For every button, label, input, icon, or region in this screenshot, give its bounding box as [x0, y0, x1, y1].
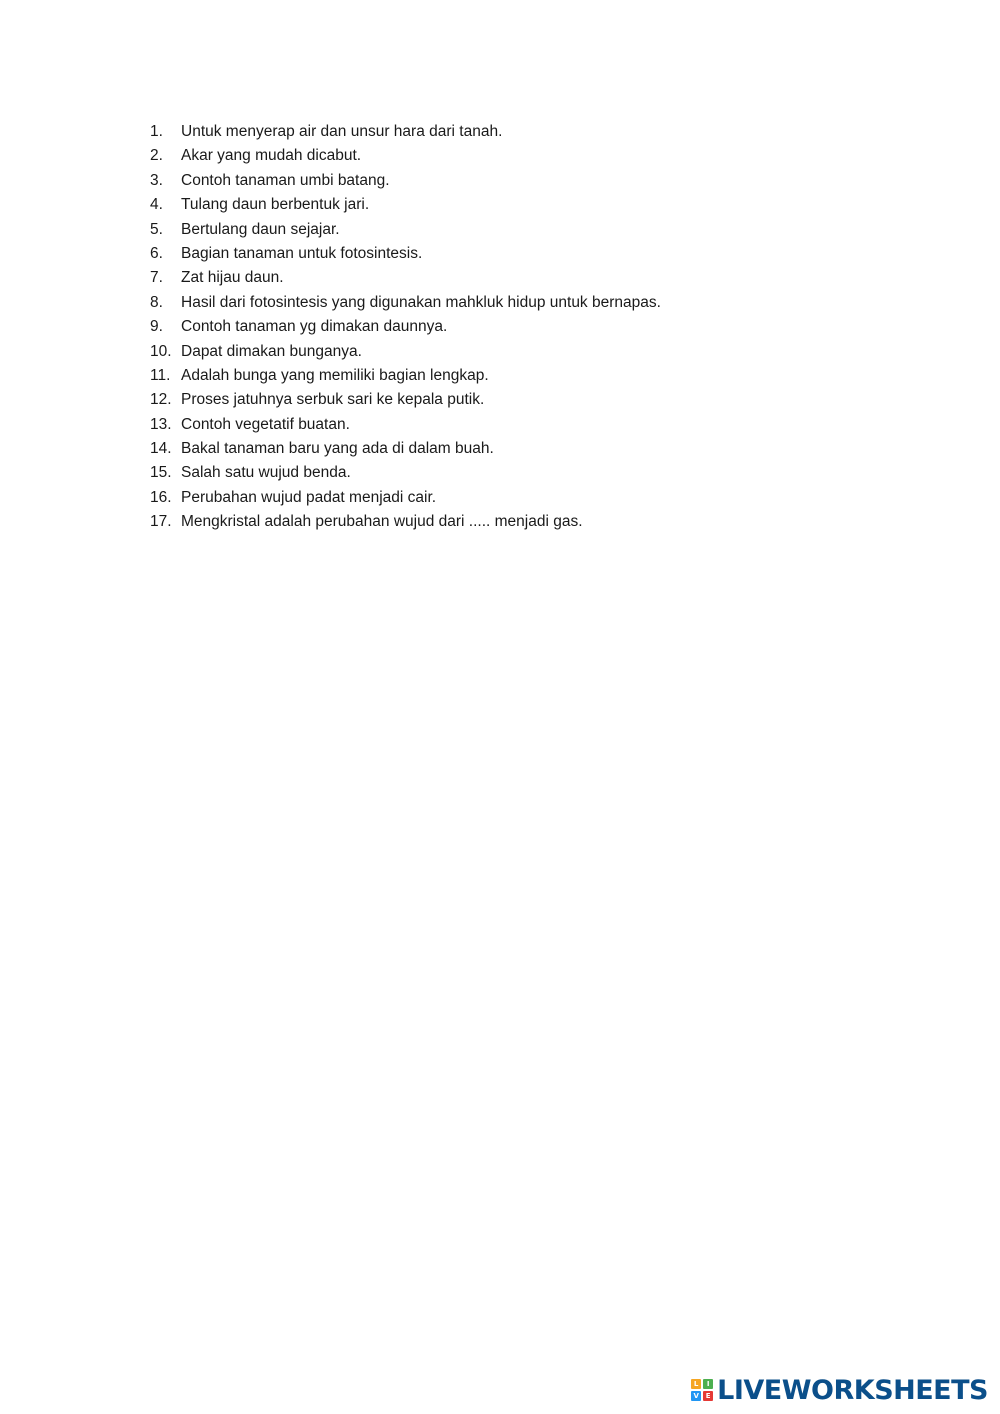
logo-cell-v: V [691, 1391, 701, 1401]
item-number: 17. [150, 513, 172, 531]
item-number: 4. [150, 196, 163, 214]
item-text: Proses jatuhnya serbuk sari ke kepala putik. [181, 391, 485, 409]
item-text: Untuk menyerap air dan unsur hara dari tanah. [181, 123, 503, 140]
item-text: Contoh tanaman umbi batang. [181, 171, 390, 189]
list-item [150, 315, 850, 339]
logo-cell-l: L [691, 1379, 701, 1389]
list-item [150, 364, 850, 388]
list-item [150, 413, 850, 437]
list-item [150, 486, 850, 510]
item-number: 8. [150, 293, 163, 311]
list-item [150, 340, 850, 364]
question-list [150, 120, 850, 535]
item-number: 12. [150, 391, 172, 409]
list-item [150, 461, 850, 485]
item-text: Bagian tanaman untuk fotosintesis. [181, 244, 423, 262]
item-text: Contoh vegetatif buatan. [181, 415, 350, 433]
list-item [150, 144, 850, 168]
list-item [150, 291, 850, 315]
list-item [150, 218, 850, 242]
item-text: Dapat dimakan bunganya. [181, 342, 362, 360]
list-item [150, 169, 850, 193]
item-number: 7. [150, 269, 163, 287]
liveworksheets-logo [691, 1374, 988, 1406]
item-text: Bertulang daun sejajar. [181, 220, 340, 238]
item-number: 1. [150, 123, 163, 140]
item-text: Bakal tanaman baru yang ada di dalam buah. [181, 440, 494, 458]
item-number: 10. [150, 342, 172, 360]
item-number: 9. [150, 318, 163, 336]
item-number: 5. [150, 220, 163, 238]
list-item [150, 242, 850, 266]
logo-cell-e: E [703, 1391, 713, 1401]
list-item [150, 437, 850, 461]
item-number: 14. [150, 440, 172, 458]
item-number: 6. [150, 244, 163, 262]
item-number: 11. [150, 366, 171, 384]
item-number: 2. [150, 147, 163, 165]
item-text: Mengkristal adalah perubahan wujud dari ..... menjadi gas. [181, 513, 583, 531]
item-text: Akar yang mudah dicabut. [181, 147, 362, 165]
item-number: 16. [150, 488, 172, 506]
item-text: Adalah bunga yang memiliki bagian lengkap. [181, 366, 489, 384]
item-text: Zat hijau daun. [181, 269, 284, 287]
item-text: Hasil dari fotosintesis yang digunakan mahkluk hidup untuk bernapas. [181, 293, 661, 311]
list-item [150, 510, 850, 534]
logo-cell-i: I [703, 1379, 713, 1389]
list-item [150, 193, 850, 217]
item-text: Contoh tanaman yg dimakan daunnya. [181, 318, 448, 336]
item-text: Perubahan wujud padat menjadi cair. [181, 488, 437, 506]
list-item [150, 120, 850, 144]
item-text: Salah satu wujud benda. [181, 464, 351, 482]
item-number: 15. [150, 464, 172, 482]
logo-icon [691, 1379, 713, 1401]
item-text: Tulang daun berbentuk jari. [181, 196, 370, 214]
item-number: 3. [150, 171, 163, 189]
list-item [150, 266, 850, 290]
list-item [150, 388, 850, 412]
item-number: 13. [150, 415, 172, 433]
logo-text: LIVEWORKSHEETS [717, 1374, 988, 1406]
